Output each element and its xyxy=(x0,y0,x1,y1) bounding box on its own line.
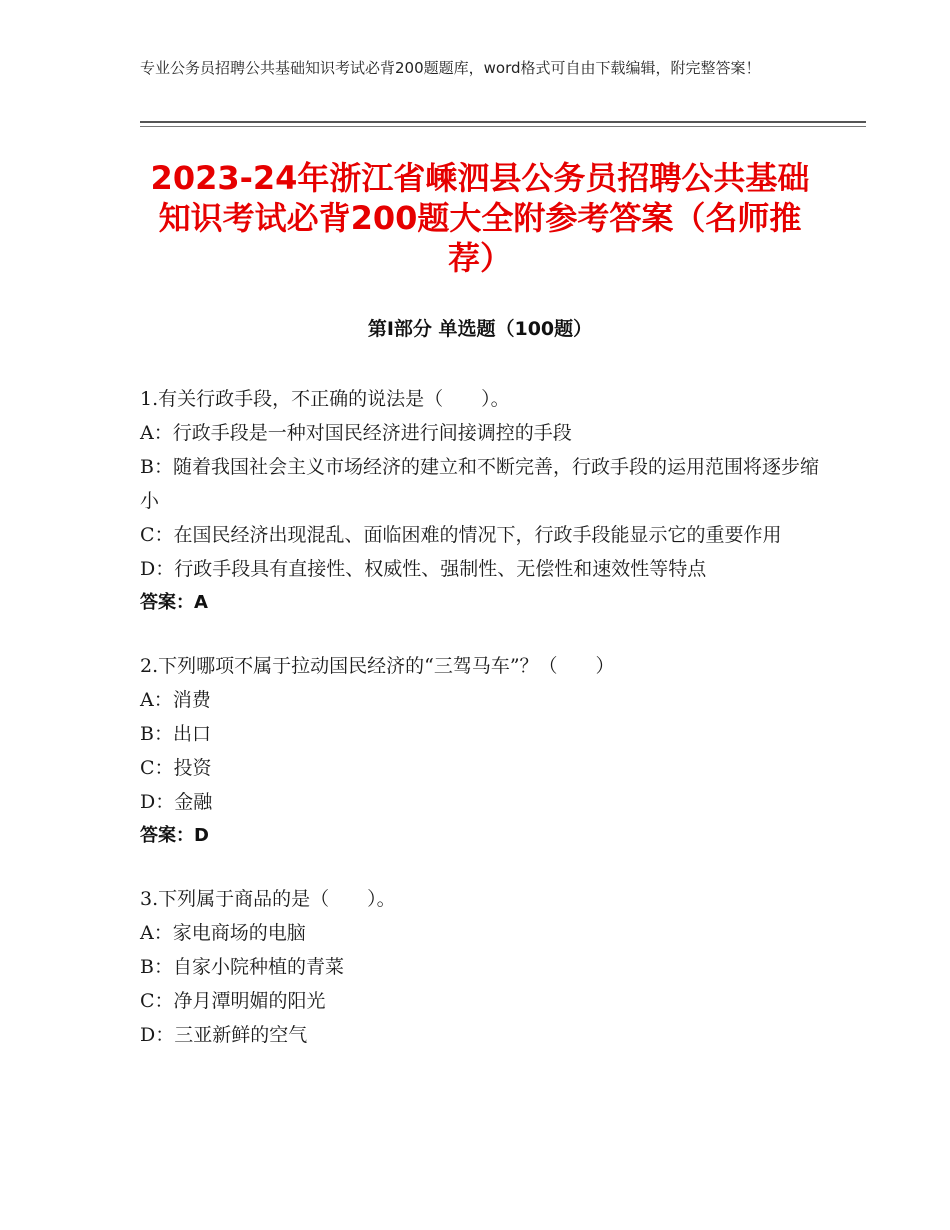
question-3 xyxy=(140,882,820,1052)
option-c: C：投资 xyxy=(140,757,212,779)
question-stem: 3.下列属于商品的是（ ）。 xyxy=(140,888,396,910)
answer: 答案：D xyxy=(140,825,209,846)
header-note: 专业公务员招聘公共基础知识考试必背200题题库，word格式可自由下载编辑，附完整答案！ xyxy=(140,59,761,77)
header-rule-thick xyxy=(140,121,866,123)
question-stem: 2.下列哪项不属于拉动国民经济的“三驾马车”？（ ） xyxy=(140,655,615,677)
section-title: 第Ⅰ部分 单选题（100题） xyxy=(367,318,593,340)
option-b: B：自家小院种植的青菜 xyxy=(140,956,344,978)
option-a: A：行政手段是一种对国民经济进行间接调控的手段 xyxy=(140,422,572,444)
option-a: A：家电商场的电脑 xyxy=(140,922,306,944)
option-c: C：在国民经济出现混乱、面临困难的情况下，行政手段能显示它的重要作用 xyxy=(140,524,782,546)
question-1 xyxy=(140,382,820,620)
option-b: B：随着我国社会主义市场经济的建立和不断完善，行政手段的运用范围将逐步缩小 xyxy=(140,456,819,512)
option-d: D：金融 xyxy=(140,791,213,813)
document-title: 2023-24年浙江省嵊泗县公务员招聘公共基础知识考试必背200题大全附参考答案（名师推荐） xyxy=(150,159,810,277)
option-d: D：三亚新鲜的空气 xyxy=(140,1024,308,1046)
header-rule-thin xyxy=(140,126,866,127)
question-list xyxy=(140,382,820,1081)
question-stem: 1.有关行政手段，不正确的说法是（ ）。 xyxy=(140,388,510,410)
option-c: C：净月潭明媚的阳光 xyxy=(140,990,326,1012)
answer: 答案：A xyxy=(140,592,208,613)
option-d: D：行政手段具有直接性、权威性、强制性、无偿性和速效性等特点 xyxy=(140,558,707,580)
option-b: B：出口 xyxy=(140,723,211,745)
option-a: A：消费 xyxy=(140,689,211,711)
question-2 xyxy=(140,649,820,853)
